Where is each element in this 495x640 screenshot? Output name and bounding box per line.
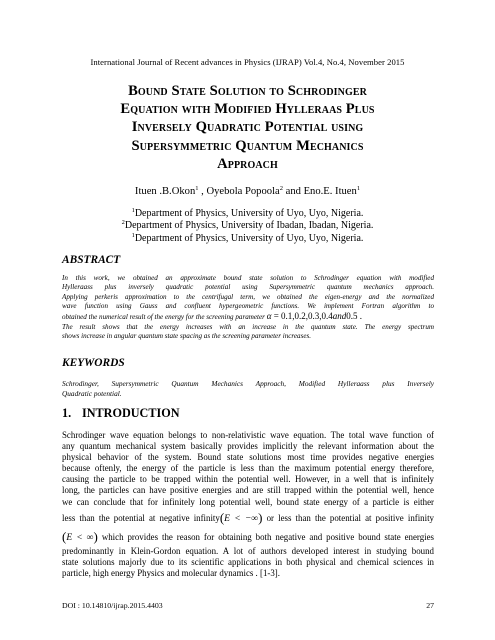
abstract-line: In this work, we obtained an approximate bound state solution to Schrodinger equation with modified [62,274,434,282]
title-line: Inversely Quadratic Potential using [131,119,364,136]
paren-close: ) [93,528,98,544]
alpha-symbol: α [266,310,272,321]
abstract-line-text: obtained the numerical result of the energy for the screening parameter [62,312,267,321]
paren-open: ( [62,528,67,544]
author-separator: , [198,186,207,197]
paper-title [40,82,455,173]
author-name: Ituen .B.Okon [134,186,196,197]
affiliation [0,233,495,245]
body-line: Schrodinger wave equation belongs to non-relativistic wave equation. The total wave function of [62,430,434,440]
section-heading [62,406,180,421]
affiliation-text: Department of Physics, University of Ibadan, Ibadan, Nigeria. [124,220,374,232]
body-line [62,527,434,546]
section-number: 1. [62,406,72,420]
abstract-body [62,274,434,341]
author-name: Eno.E. Ituen [303,186,357,197]
abstract-line: Hylleraass plus inversely quadratic potential using Supersymmetric quantum mechanics approach. [62,283,434,292]
paren-close: ) [258,509,263,525]
author-superscript: 2 [279,185,283,192]
alpha-values: = 0.1,0.2,0.3,0.4 [271,310,333,321]
affiliation-list [0,208,495,245]
author-separator: and [282,186,304,197]
affiliation-text: Department of Physics, University of Uyo, Uyo, Nigeria. [134,208,364,219]
body-line: state solutions majorly due to its scientific applications in both physical and chemical sciences in [62,556,434,567]
affiliation-superscript: 1 [131,207,135,214]
body-line-text: less than the potential at negative infinity [62,512,220,523]
title-line: Bound State Solution to Schrodinger [128,83,367,99]
alpha-and: and [332,310,347,321]
body-line: physical behavior of the system. Bound state solutions most time provides negative energies [62,452,434,463]
author-superscript: 1 [356,185,361,192]
affiliation-text: Department of Physics, University of Uyo, Uyo, Nigeria. [134,232,364,244]
paren-open: ( [219,509,225,525]
abstract-line: shows increase in angular quantum state spacing as the screening parameter increases. [62,331,312,340]
body-line-text: which provides the reason for obtaining both negative and positive bound state energies [97,531,434,542]
negative-infinity-expr: E < −∞ [224,513,259,524]
author-superscript: 1 [195,185,199,192]
keywords-body [62,379,434,399]
keywords-line: Quadratic potential. [62,389,122,398]
abstract-line: Applying perkeris approximation to the centrifugal term, we obtained the eigen-energy and the normalized [62,292,434,301]
author-name: Oyebola Popoola [206,186,280,197]
author-list [0,186,495,197]
abstract-line: The result shows that the energy increases with an increase in the quantum state. The energy spectrum [62,322,434,331]
keywords-line: Schrodinger, Supersymmetric Quantum Mechanics Approach, Modified Hylleraass plus Inversely [62,379,434,388]
affiliation [0,208,495,220]
abstract-line [62,312,434,323]
title-line: Equation with Modified Hylleraas Plus [120,101,375,118]
doi-text: DOI : 10.14810/ijrap.2015.4403 [62,601,163,610]
body-line: we can conclude that for infinitely long potential well, bound state energy of a particle is either [62,496,434,507]
page-number: 27 [426,601,434,610]
body-line: predominantly in Klein-Gordon equation. A lot of authors developed interest in studying bound [62,545,434,556]
body-line: long, the particles can have positive energies and are still trapped within the potential well, hence [62,485,434,496]
body-line: particle, high energy Physics and molecular dynamics . [1-3]. [62,567,280,578]
body-line: any quantum mechanical system basically provides implicitly the relevant information about the [62,441,434,452]
body-line: causing the particle to be trapped within the potential well. However, in a well that is infinitely [62,474,434,485]
body-line [62,508,434,527]
body-line: because oftenly, the energy of the particle is less than the maximum potential energy therefore, [62,463,434,474]
abstract-heading: ABSTRACT [62,254,121,266]
section-title: INTRODUCTION [82,406,180,420]
body-line-text: or less than the potential at positive infinity [262,512,434,523]
title-line: Supersymmetric Quantum Mechanics [131,137,364,154]
keywords-heading: KEYWORDS [62,357,125,369]
abstract-line: wave function using Gauss and confluent hypergeometric functions. We implement Fortran algorithm to [62,302,434,311]
title-line: Approach [217,155,278,172]
affiliation-superscript: 2 [121,219,125,227]
journal-header: International Journal of Recent advances in Physics (IJRAP) Vol.4, No.4, November 2015 [90,57,405,67]
alpha-last-value: 0.5 . [346,310,363,321]
introduction-body [62,430,434,579]
affiliation-superscript: 1 [131,231,135,239]
positive-infinity-expr: E < ∞ [66,532,94,543]
affiliation [0,220,495,232]
